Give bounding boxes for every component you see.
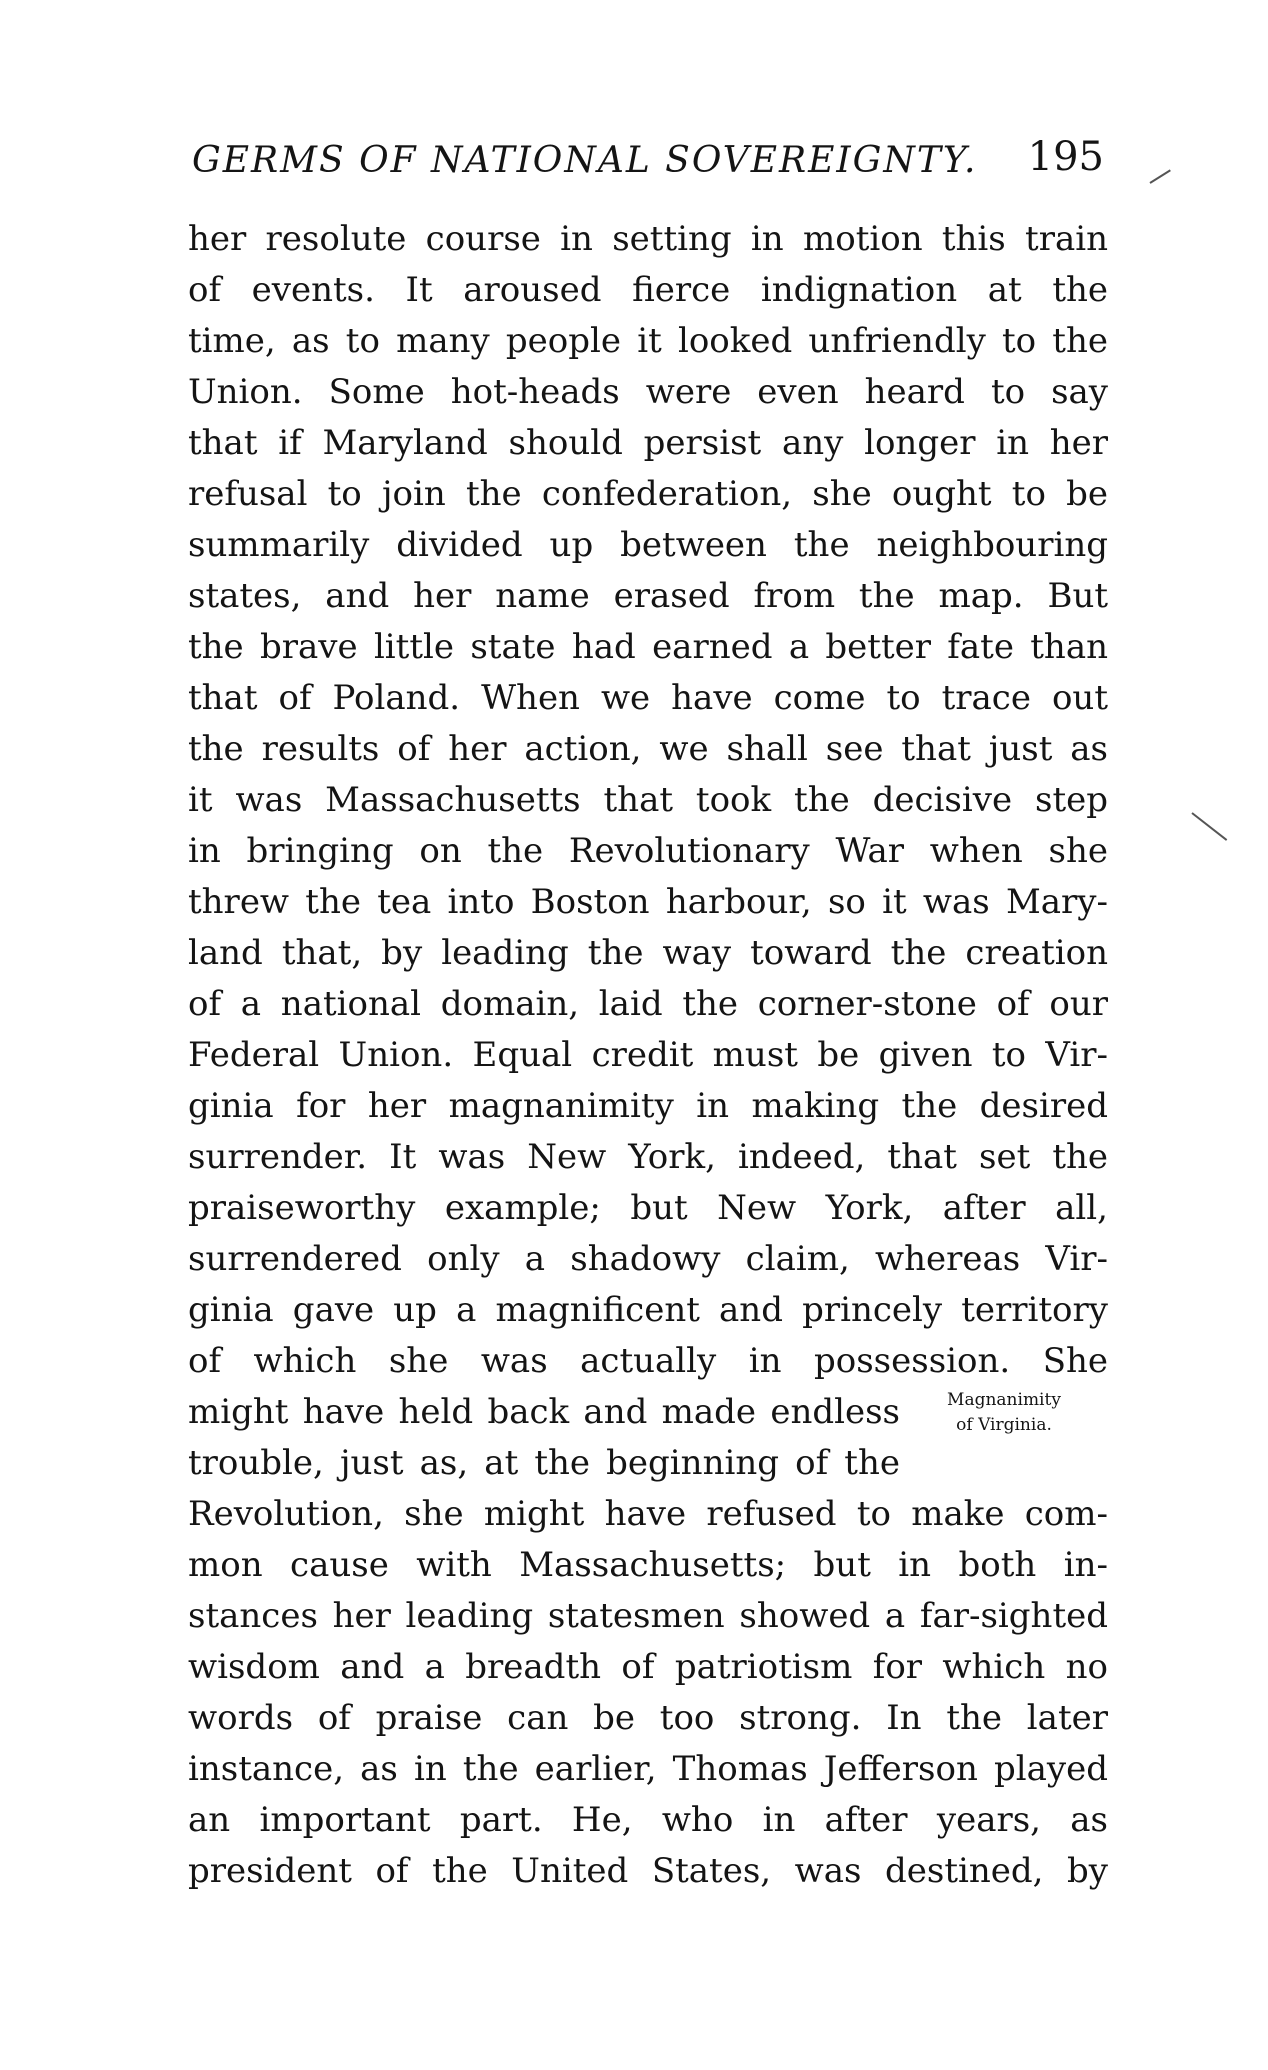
text-line: summarily divided up between the neighbouring	[188, 525, 1108, 565]
text-line: in bringing on the Revolutionary War when she	[188, 831, 1108, 871]
text-line: president of the United States, was destined, by	[188, 1851, 1108, 1891]
text-line: Revolution, she might have refused to make com-	[188, 1494, 1108, 1534]
marginal-note	[914, 1388, 1094, 1438]
text-line: the results of her action, we shall see that just as	[188, 729, 1108, 769]
text-line: surrendered only a shadowy claim, whereas Vir-	[188, 1239, 1108, 1279]
pencil-mark	[1191, 812, 1227, 841]
text-line: instance, as in the earlier, Thomas Jefferson played	[188, 1749, 1108, 1789]
running-head: GERMS OF NATIONAL SOVEREIGNTY.	[192, 140, 978, 181]
text-line: her resolute course in setting in motion this train	[188, 219, 1108, 259]
text-line: states, and her name erased from the map. But	[188, 576, 1108, 616]
text-line: words of praise can be too strong. In the later	[188, 1698, 1108, 1738]
text-line: of which she was actually in possession. She	[188, 1341, 1108, 1381]
text-line: it was Massachusetts that took the decisive step	[188, 780, 1108, 820]
text-line: an important part. He, who in after years, as	[188, 1800, 1108, 1840]
pencil-mark	[1149, 169, 1170, 183]
text-line: the brave little state had earned a better fate than	[188, 627, 1108, 667]
text-line: surrender. It was New York, indeed, that set the	[188, 1137, 1108, 1177]
marginal-note-line: of Virginia.	[956, 1415, 1052, 1435]
text-line: might have held back and made endless	[188, 1392, 900, 1432]
text-line: of events. It aroused fierce indignation at the	[188, 270, 1108, 310]
text-line: praiseworthy example; but New York, after all,	[188, 1188, 1108, 1228]
page-number: 195	[1027, 134, 1104, 180]
text-line: wisdom and a breadth of patriotism for which no	[188, 1647, 1108, 1687]
marginal-note-line: Magnanimity	[947, 1390, 1061, 1410]
text-line: refusal to join the confederation, she ought to be	[188, 474, 1108, 514]
text-line: land that, by leading the way toward the creation	[188, 933, 1108, 973]
body-text	[188, 214, 1108, 1897]
text-line: ginia for her magnanimity in making the desired	[188, 1086, 1108, 1126]
text-line: stances her leading statesmen showed a far-sighted	[188, 1596, 1108, 1636]
text-line: Union. Some hot-heads were even heard to say	[188, 372, 1108, 412]
text-line: ginia gave up a magnificent and princely territory	[188, 1290, 1108, 1330]
page-header	[192, 134, 1104, 194]
text-line: trouble, just as, at the beginning of the	[188, 1443, 900, 1483]
text-line: time, as to many people it looked unfriendly to the	[188, 321, 1108, 361]
text-line: that if Maryland should persist any longer in her	[188, 423, 1108, 463]
text-line: threw the tea into Boston harbour, so it was Mary-	[188, 882, 1108, 922]
text-line: Federal Union. Equal credit must be given to Vir-	[188, 1035, 1108, 1075]
text-line: mon cause with Massachusetts; but in both in-	[188, 1545, 1108, 1585]
text-line: that of Poland. When we have come to trace out	[188, 678, 1108, 718]
text-line: of a national domain, laid the corner-stone of our	[188, 984, 1108, 1024]
